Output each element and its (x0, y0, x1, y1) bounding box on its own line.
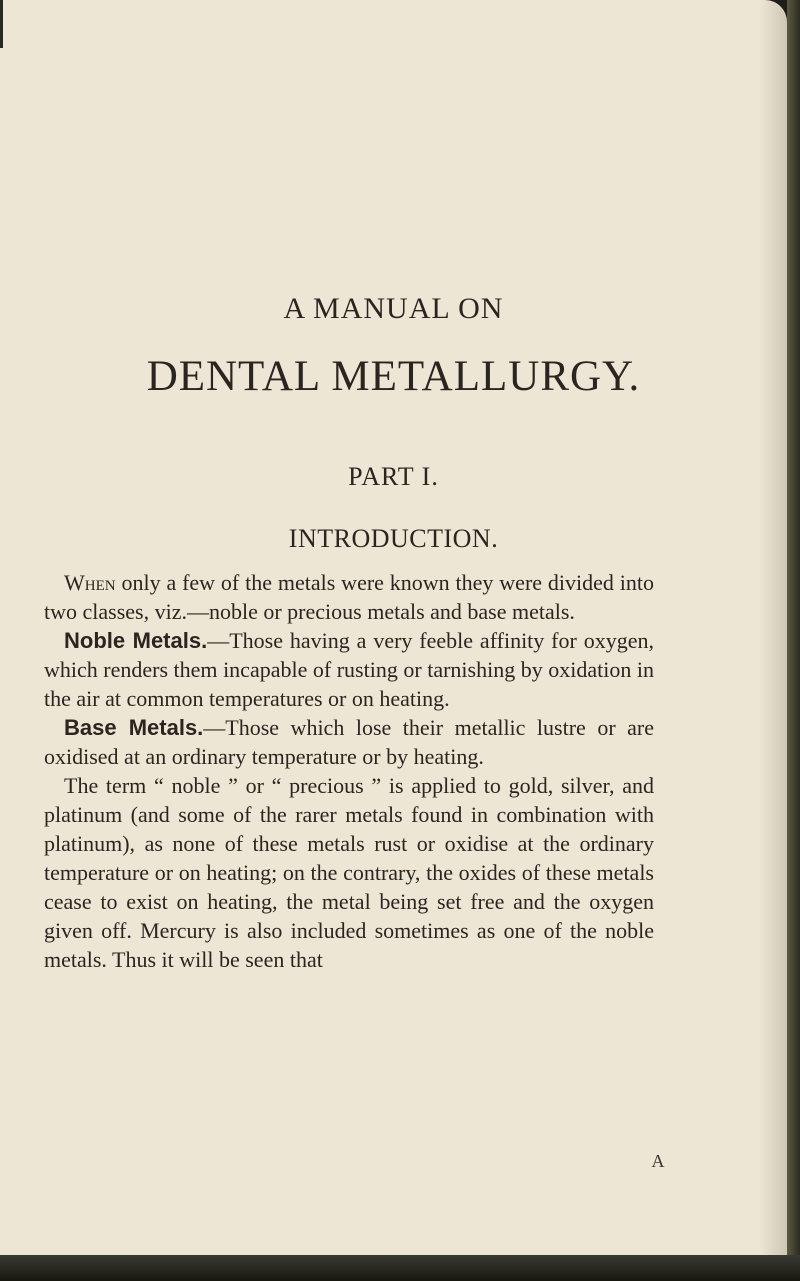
page-curl-shadow (759, 0, 787, 1262)
paragraph-4 (44, 771, 654, 974)
paragraph-3-lead: Base Metals. (64, 715, 204, 740)
left-page-edge (0, 0, 3, 48)
bottom-background-edge (0, 1255, 800, 1281)
paragraph-2 (44, 626, 654, 713)
title-line-1: A MANUAL ON (283, 292, 504, 325)
paragraph-2-text: —Those having a very feeble affinity for oxygen, which renders them incapable of rusting or tarnishing by oxidation in the air at common temperatures or on heating. (44, 628, 654, 711)
paragraph-3 (44, 713, 654, 771)
section-heading: INTRODUCTION. (288, 524, 499, 553)
paragraph-1-lead: When (64, 570, 116, 595)
paragraph-1-text: only a few of the metals were known they were divided into two classes, viz.—noble or precious metals and base metals. (44, 570, 654, 624)
paragraph-2-lead: Noble Metals. (64, 628, 208, 653)
right-background-edge (787, 0, 800, 1281)
signature-mark: A (651, 1151, 665, 1171)
book-title: DENTAL METALLURGY. (146, 353, 641, 400)
body-text (44, 568, 654, 974)
paragraph-4-text: The term “ noble ” or “ precious ” is applied to gold, silver, and platinum (and some of the rarer metals found in combination with platinum), as none of these metals rust or oxidise at the ordinary temperature or on heating; on the contrary, the oxides of these metals cease to exist on heating, the metal being set free and the oxygen given off. Mercury is also included sometimes as one of the noble metals. Thus it will be seen that (44, 773, 654, 972)
part-heading: PART I. (348, 462, 439, 491)
paragraph-1 (44, 568, 654, 626)
paragraph-3-text: —Those which lose their metallic lustre or are oxidised at an ordinary temperature or by heating. (44, 715, 654, 769)
